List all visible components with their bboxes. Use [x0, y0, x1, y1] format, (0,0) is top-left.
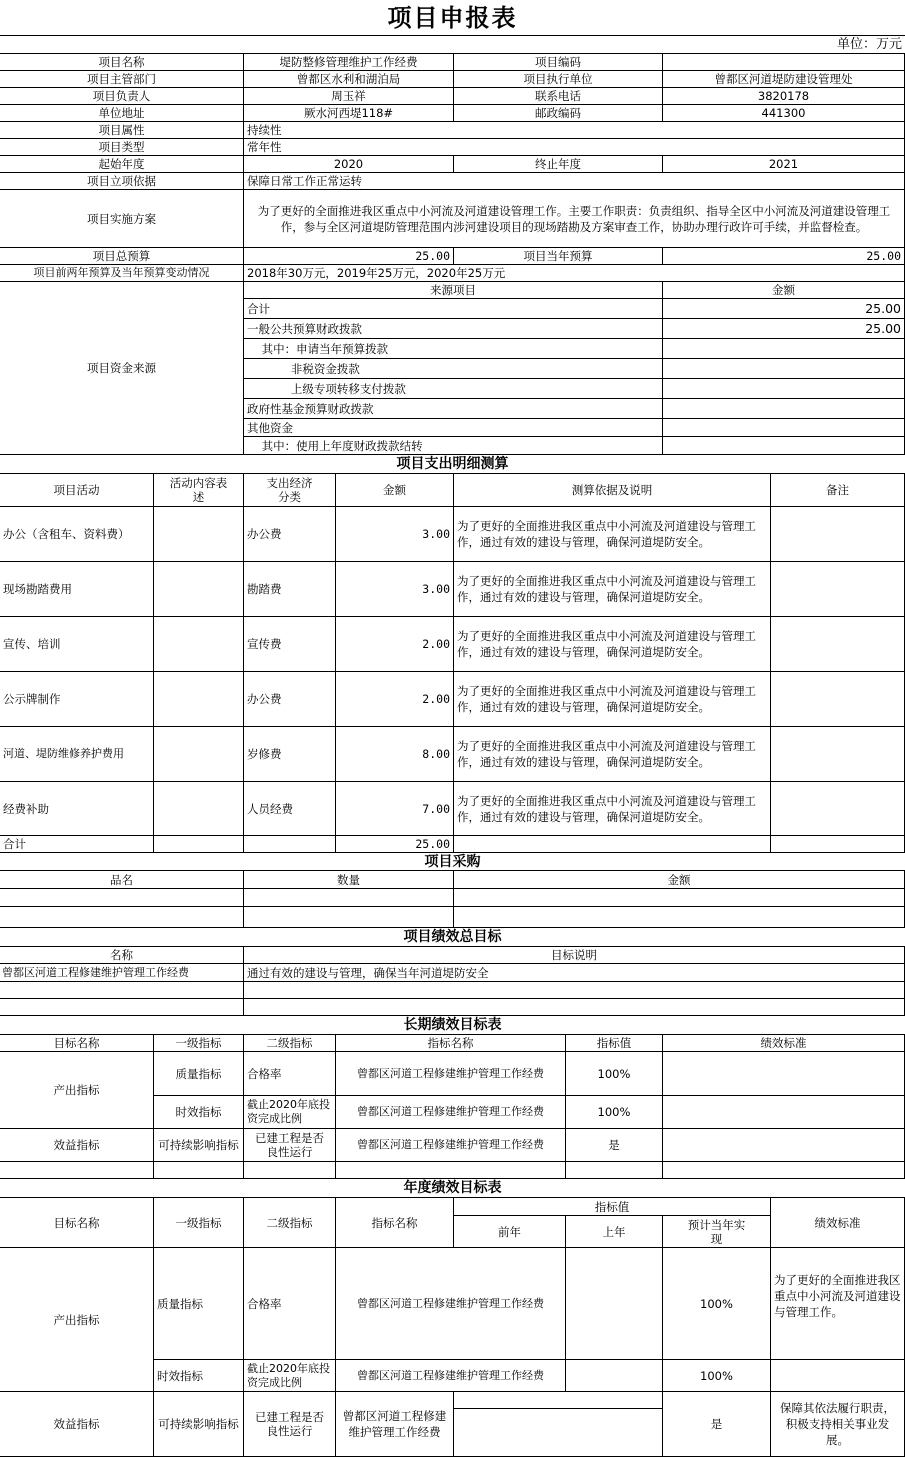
long-term-std [663, 1129, 905, 1162]
expense-total-amount: 25.00 [336, 836, 454, 853]
long-term-indicator-name: 曾都区河道工程修建维护管理工作经费 [336, 1096, 566, 1129]
annual-output-label: 产出指标 [0, 1248, 154, 1392]
annual-indicator-name: 曾都区河道工程修建维护管理工作经费 [336, 1360, 566, 1392]
funding-row-name: 其他资金 [244, 419, 663, 437]
long-term-l1: 质量指标 [154, 1052, 244, 1096]
expense-row-note [771, 782, 905, 836]
long-term-l2: 截止2020年底投资完成比例 [244, 1096, 336, 1129]
procurement-empty-cell [244, 907, 454, 928]
perf-total-empty-cell [0, 999, 244, 1016]
expense-total-note [771, 836, 905, 853]
expense-row-desc [154, 727, 244, 782]
expense-row-basis: 为了更好的全面推进我区重点中小河流及河道建设与管理工作，通过有效的建设与管理，确保河道堤防安全。 [454, 727, 771, 782]
long-term-empty-cell [0, 1162, 154, 1179]
expense-row-note [771, 562, 905, 617]
leader-label: 项目负责人 [0, 88, 244, 105]
project-name-label: 项目名称 [0, 54, 244, 71]
expense-header-note: 备注 [771, 474, 905, 507]
long-term-indicator-name: 曾都区河道工程修建维护管理工作经费 [336, 1129, 566, 1162]
expense-row-amount: 2.00 [336, 617, 454, 672]
procurement-empty-cell [454, 889, 905, 907]
dept-value: 曾都区水利和湖泊局 [244, 71, 454, 88]
type-label: 项目类型 [0, 139, 244, 156]
expense-row-category: 岁修费 [244, 727, 336, 782]
expense-row-basis: 为了更好的全面推进我区重点中小河流及河道建设与管理工作，通过有效的建设与管理，确保河道堤防安全。 [454, 617, 771, 672]
long-term-indicator-name: 曾都区河道工程修建维护管理工作经费 [336, 1052, 566, 1096]
long-term-empty-cell [336, 1162, 566, 1179]
annual-l2: 合格率 [244, 1248, 336, 1360]
expense-row-activity: 河道、堤防维修养护费用 [0, 727, 154, 782]
expense-header-amount: 金额 [336, 474, 454, 507]
funding-row-name: 非税资金拨款 [244, 359, 663, 379]
basis-label: 项目立项依据 [0, 173, 244, 190]
zip-value: 441300 [663, 105, 905, 122]
funding-row-amount [663, 379, 905, 399]
long-term-l1: 时效指标 [154, 1096, 244, 1129]
expense-row-basis: 为了更好的全面推进我区重点中小河流及河道建设与管理工作，通过有效的建设与管理，确保河道堤防安全。 [454, 782, 771, 836]
annual-std [771, 1360, 905, 1392]
annual-expect: 100% [663, 1360, 771, 1392]
expense-total-label: 合计 [0, 836, 154, 853]
expense-row-amount: 8.00 [336, 727, 454, 782]
annual-header-name: 指标名称 [336, 1198, 454, 1248]
start-year-value: 2020 [244, 156, 454, 173]
project-code-label: 项目编码 [454, 54, 663, 71]
funding-row-amount [663, 359, 905, 379]
annual-effect-label: 效益指标 [0, 1392, 154, 1457]
zip-label: 邮政编码 [454, 105, 663, 122]
perf-total-empty-cell [0, 982, 244, 999]
attr-value: 持续性 [244, 122, 905, 139]
annual-heading: 年度绩效目标表 [0, 1179, 905, 1198]
annual-prev2 [454, 1392, 663, 1409]
perf-total-header-desc: 目标说明 [244, 947, 905, 964]
form-title: 项目申报表 [0, 0, 905, 36]
long-term-value: 100% [566, 1096, 663, 1129]
expense-row-category: 勘踏费 [244, 562, 336, 617]
exec-unit-label: 项目执行单位 [454, 71, 663, 88]
funding-amount-header: 金额 [663, 282, 905, 299]
long-term-empty-cell [566, 1162, 663, 1179]
unit-label: 单位：万元 [0, 36, 905, 54]
project-name: 堤防整修管理维护工作经费 [244, 54, 454, 71]
long-term-empty-cell [663, 1162, 905, 1179]
perf-total-empty-cell [244, 982, 905, 999]
expense-header-category: 支出经济分类 [244, 474, 336, 507]
expense-row-note [771, 507, 905, 562]
procurement-empty-cell [0, 907, 244, 928]
funding-row-amount: 25.00 [663, 319, 905, 339]
expense-row-activity: 现场勘踏费用 [0, 562, 154, 617]
expense-row-basis: 为了更好的全面推进我区重点中小河流及河道建设与管理工作，通过有效的建设与管理，确保河道堤防安全。 [454, 507, 771, 562]
plan-value: 为了更好的全面推进我区重点中小河流及河道建设管理工作。主要工作职责：负责组织、指导全区中小河流及河道建设管理工作，参与全区河道堤防管理范围内涉河建设项目的现场踏勘及方案审查工作，协助办理行政许可手续，并监督检查。 [244, 190, 905, 248]
expense-row-desc [154, 507, 244, 562]
expense-total-category [244, 836, 336, 853]
basis-value: 保障日常工作正常运转 [244, 173, 905, 190]
current-budget-value: 25.00 [663, 248, 905, 265]
long-term-output-label: 产出指标 [0, 1052, 154, 1129]
long-term-l2: 已建工程是否良性运行 [244, 1129, 336, 1162]
dept-label: 项目主管部门 [0, 71, 244, 88]
procurement-empty-cell [454, 907, 905, 928]
end-year-value: 2021 [663, 156, 905, 173]
annual-header-l2: 二级指标 [244, 1198, 336, 1248]
phone-value: 3820178 [663, 88, 905, 105]
perf-total-name: 曾都区河道工程修建维护管理工作经费 [0, 964, 244, 982]
long-term-heading: 长期绩效目标表 [0, 1016, 905, 1035]
annual-std: 保障其依法履行职责，积极支持相关事业发展。 [771, 1392, 905, 1457]
annual-header-value: 指标值 [454, 1198, 771, 1216]
funding-row-name: 其中：使用上年度财政拨款结转 [244, 437, 663, 455]
perf-total-desc: 通过有效的建设与管理，确保当年河道堤防安全 [244, 964, 905, 982]
start-year-label: 起始年度 [0, 156, 244, 173]
long-term-header-l1: 一级指标 [154, 1035, 244, 1052]
annual-l2: 截止2020年底投资完成比例 [244, 1360, 336, 1392]
perf-total-empty-cell [244, 999, 905, 1016]
phone-label: 联系电话 [454, 88, 663, 105]
long-term-effect-label: 效益指标 [0, 1129, 154, 1162]
annual-expect: 100% [663, 1248, 771, 1360]
funding-row-amount [663, 419, 905, 437]
expense-total-basis [454, 836, 771, 853]
budget-change-label: 项目前两年预算及当年预算变动情况 [0, 265, 244, 282]
long-term-header-goal: 目标名称 [0, 1035, 154, 1052]
procurement-empty-cell [244, 889, 454, 907]
expense-row-basis: 为了更好的全面推进我区重点中小河流及河道建设与管理工作，通过有效的建设与管理，确保河道堤防安全。 [454, 562, 771, 617]
long-term-empty-cell [154, 1162, 244, 1179]
annual-header-std: 绩效标准 [771, 1198, 905, 1248]
annual-prev1 [566, 1360, 663, 1392]
address-value: 厥水河西堤118# [244, 105, 454, 122]
expense-row-category: 宣传费 [244, 617, 336, 672]
annual-l2: 已建工程是否良性运行 [244, 1392, 336, 1457]
long-term-header-std: 绩效标准 [663, 1035, 905, 1052]
annual-indicator-name: 曾都区河道工程修建维护管理工作经费 [336, 1392, 454, 1457]
expense-row-category: 人员经费 [244, 782, 336, 836]
type-value: 常年性 [244, 139, 905, 156]
long-term-l2: 合格率 [244, 1052, 336, 1096]
expense-header-desc: 活动内容表述 [154, 474, 244, 507]
expense-row-amount: 2.00 [336, 672, 454, 727]
expense-row-activity: 经费补助 [0, 782, 154, 836]
expense-row-basis: 为了更好的全面推进我区重点中小河流及河道建设与管理工作，通过有效的建设与管理，确保河道堤防安全。 [454, 672, 771, 727]
annual-indicator-name: 曾都区河道工程修建维护管理工作经费 [336, 1248, 566, 1360]
expense-row-amount: 3.00 [336, 562, 454, 617]
funding-row-amount [663, 339, 905, 359]
procurement-header-amount: 金额 [454, 871, 905, 889]
annual-prev1 [566, 1248, 663, 1360]
expense-row-note [771, 617, 905, 672]
long-term-std [663, 1052, 905, 1096]
perf-total-header-name: 名称 [0, 947, 244, 964]
expense-row-category: 办公费 [244, 672, 336, 727]
long-term-std [663, 1096, 905, 1129]
exec-unit-value: 曾都区河道堤防建设管理处 [663, 71, 905, 88]
perf-total-heading: 项目绩效总目标 [0, 928, 905, 947]
long-term-value: 100% [566, 1052, 663, 1096]
long-term-header-name: 指标名称 [336, 1035, 566, 1052]
expense-row-desc [154, 562, 244, 617]
long-term-header-l2: 二级指标 [244, 1035, 336, 1052]
total-budget-value: 25.00 [244, 248, 454, 265]
funding-row-name: 政府性基金预算财政拨款 [244, 399, 663, 419]
budget-change-value: 2018年30万元，2019年25万元，2020年25万元 [244, 265, 905, 282]
annual-empty-cell [454, 1409, 663, 1457]
annual-std: 为了更好的全面推进我区重点中小河流及河道建设与管理工作。 [771, 1248, 905, 1360]
expense-row-desc [154, 782, 244, 836]
funding-source-header: 来源项目 [244, 282, 663, 299]
annual-header-expect: 预计当年实现 [663, 1216, 771, 1248]
funding-row-name: 一般公共预算财政拨款 [244, 319, 663, 339]
long-term-value: 是 [566, 1129, 663, 1162]
funding-row-name: 合计 [244, 299, 663, 319]
funding-row-name: 上级专项转移支付拨款 [244, 379, 663, 399]
expense-row-note [771, 727, 905, 782]
expense-header-basis: 测算依据及说明 [454, 474, 771, 507]
annual-header-prev2: 前年 [454, 1216, 566, 1248]
annual-header-goal: 目标名称 [0, 1198, 154, 1248]
expense-row-activity: 办公（含租车、资料费） [0, 507, 154, 562]
annual-l1: 时效指标 [154, 1360, 244, 1392]
end-year-label: 终止年度 [454, 156, 663, 173]
funding-row-amount: 25.00 [663, 299, 905, 319]
funding-label: 项目资金来源 [0, 282, 244, 455]
leader-value: 周玉祥 [244, 88, 454, 105]
expense-row-note [771, 672, 905, 727]
funding-row-name: 其中：申请当年预算拨款 [244, 339, 663, 359]
expense-total-desc [154, 836, 244, 853]
expense-header-activity: 项目活动 [0, 474, 154, 507]
procurement-header-item: 品名 [0, 871, 244, 889]
total-budget-label: 项目总预算 [0, 248, 244, 265]
annual-header-l1: 一级指标 [154, 1198, 244, 1248]
address-label: 单位地址 [0, 105, 244, 122]
long-term-l1: 可持续影响指标 [154, 1129, 244, 1162]
expense-row-desc [154, 672, 244, 727]
annual-expect: 是 [663, 1392, 771, 1457]
expense-row-amount: 7.00 [336, 782, 454, 836]
long-term-empty-cell [244, 1162, 336, 1179]
expense-row-activity: 宣传、培训 [0, 617, 154, 672]
procurement-header-qty: 数量 [244, 871, 454, 889]
expense-row-amount: 3.00 [336, 507, 454, 562]
attr-label: 项目属性 [0, 122, 244, 139]
procurement-heading: 项目采购 [0, 853, 905, 871]
funding-row-amount [663, 399, 905, 419]
annual-l1: 可持续影响指标 [154, 1392, 244, 1457]
expense-row-desc [154, 617, 244, 672]
expense-heading: 项目支出明细测算 [0, 455, 905, 474]
expense-row-activity: 公示牌制作 [0, 672, 154, 727]
annual-l1: 质量指标 [154, 1248, 244, 1360]
current-budget-label: 项目当年预算 [454, 248, 663, 265]
plan-label: 项目实施方案 [0, 190, 244, 248]
procurement-empty-cell [0, 889, 244, 907]
annual-header-prev1: 上年 [566, 1216, 663, 1248]
expense-row-category: 办公费 [244, 507, 336, 562]
project-code [663, 54, 905, 71]
long-term-header-value: 指标值 [566, 1035, 663, 1052]
funding-row-amount [663, 437, 905, 455]
